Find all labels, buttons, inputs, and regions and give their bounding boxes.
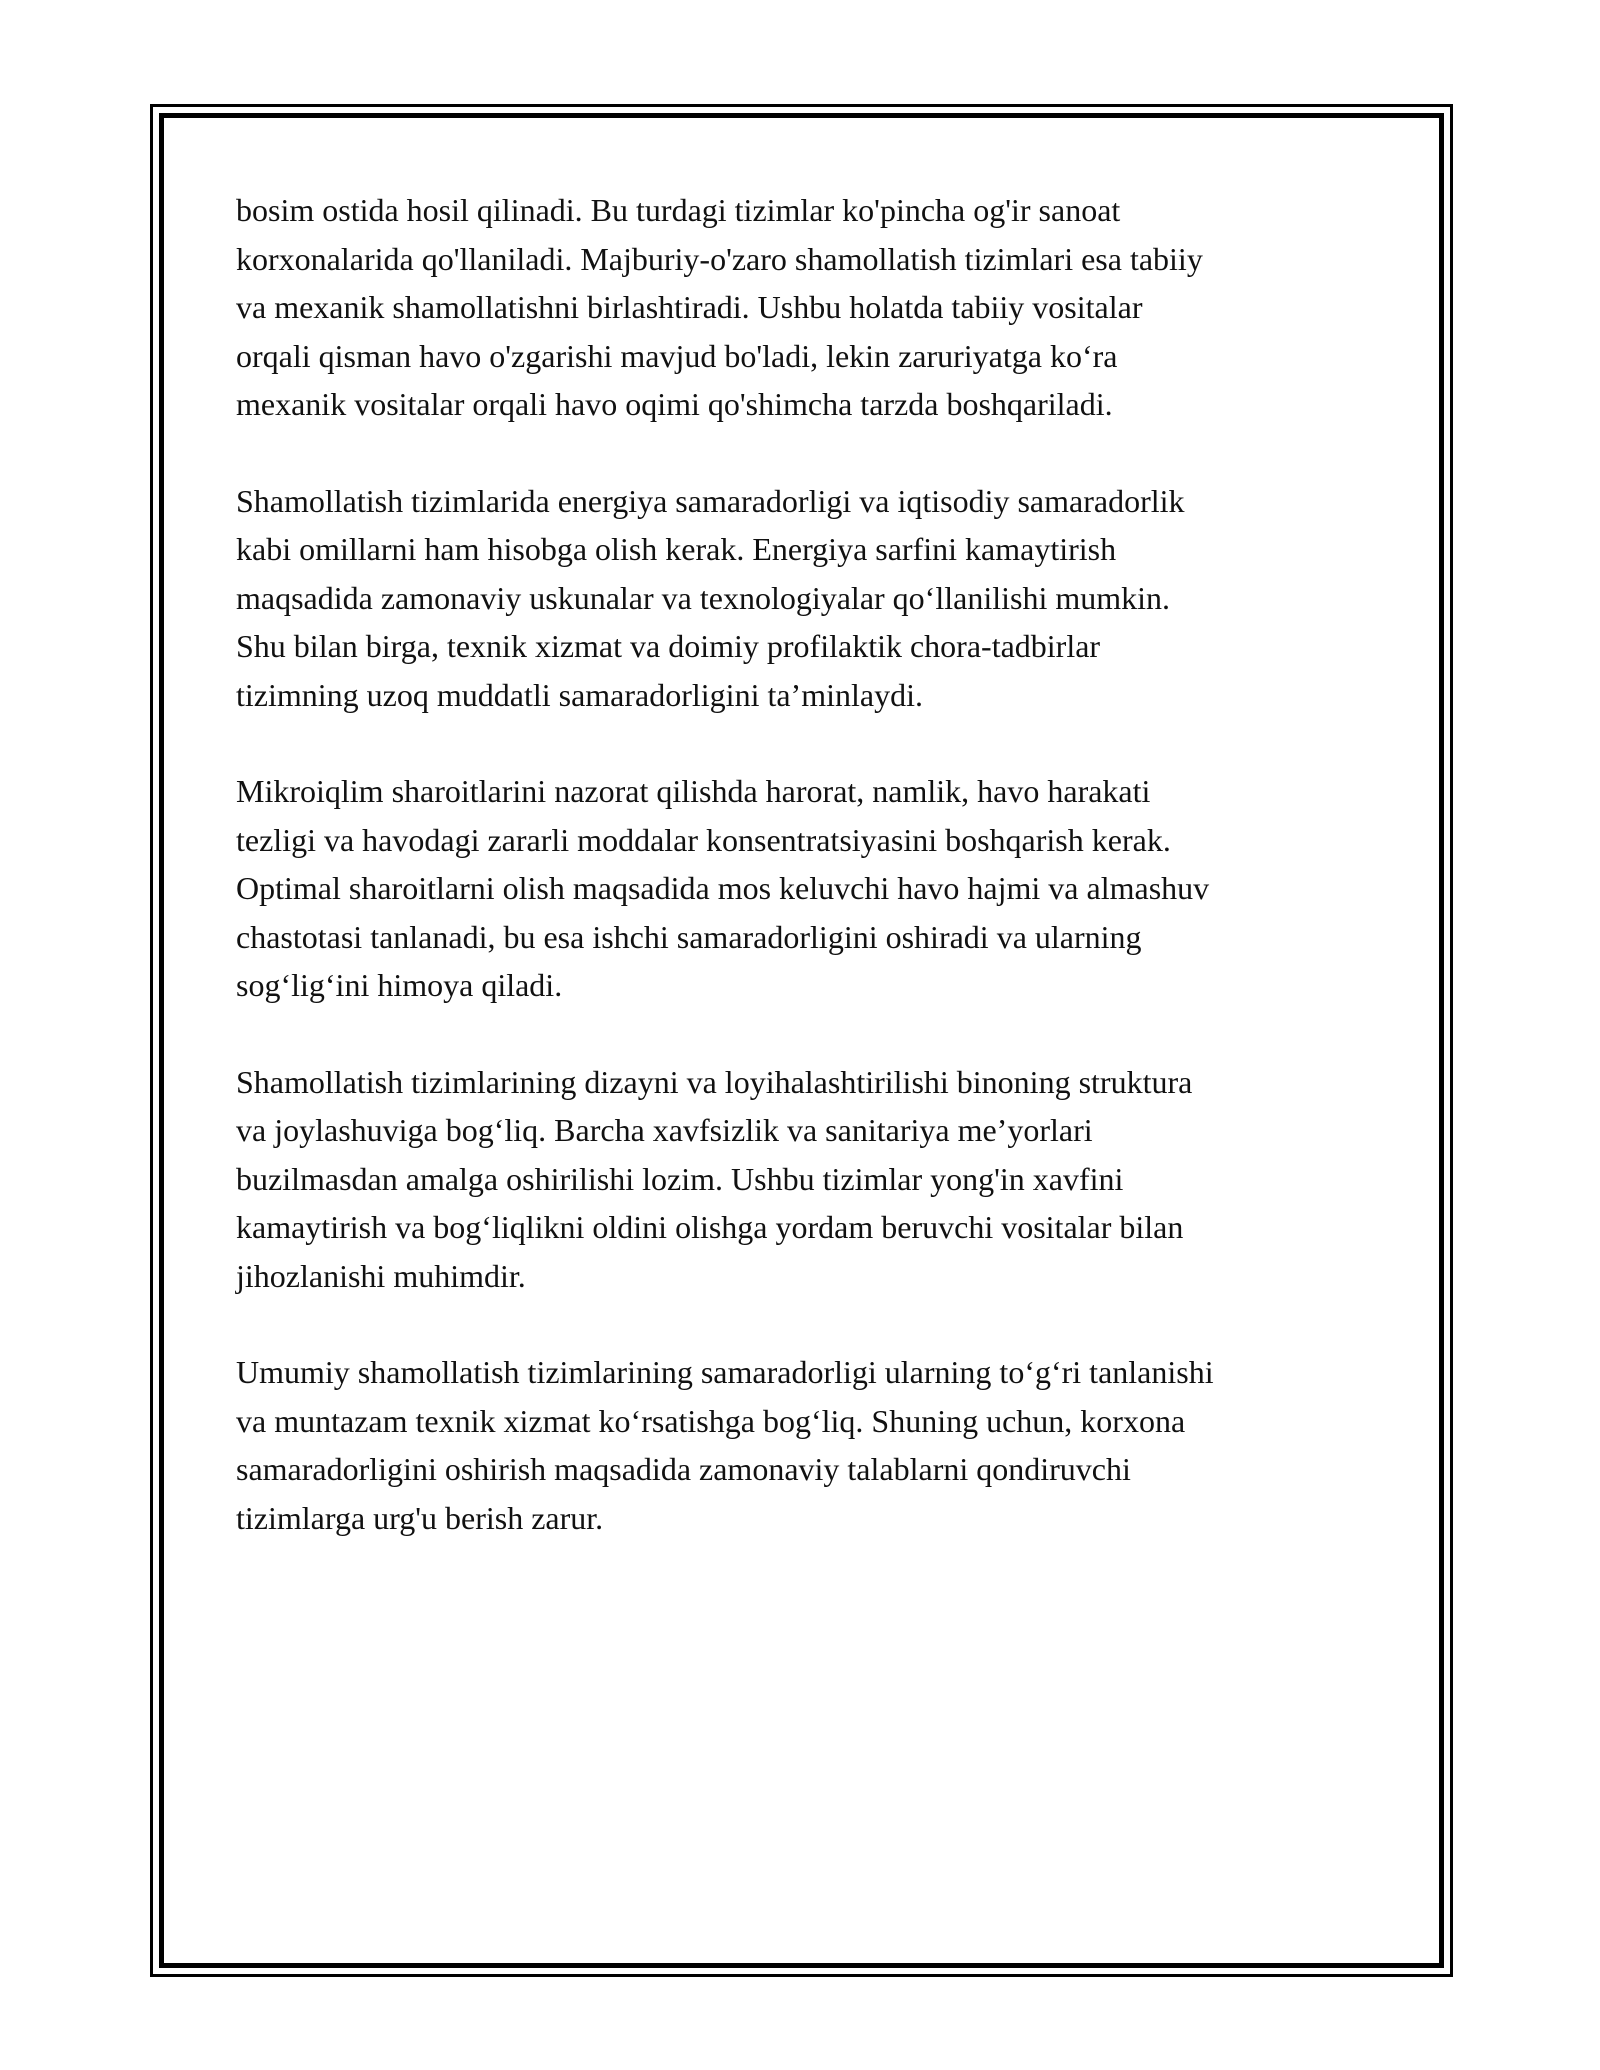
text-line: jihozlanishi muhimdir. <box>236 1257 526 1294</box>
text-line: korxonalarida qo'llaniladi. Majburiy-o'zaro shamollatish tizimlari esa tabiiy <box>236 240 1203 277</box>
paragraph <box>236 477 1366 720</box>
text-line: kamaytirish va bog‘liqlikni oldini olishga yordam beruvchi vositalar bilan <box>236 1209 1184 1245</box>
text-line: mexanik vositalar orqali havo oqimi qo'shimcha tarzda boshqariladi. <box>236 386 1113 422</box>
text-line: Umumiy shamollatish tizimlarining samaradorligi ularning to‘g‘ri tanlanishi <box>236 1354 1214 1390</box>
text-line: Optimal sharoitlarni olish maqsadida mos keluvchi havo hajmi va almashuv <box>236 870 1210 906</box>
paragraph <box>236 186 1366 429</box>
text-line: va mexanik shamollatishni birlashtiradi. Ushbu holatda tabiiy vositalar <box>236 289 1143 325</box>
text-line: Mikroiqlim sharoitlarini nazorat qilishda harorat, namlik, havo harakati <box>236 773 1151 809</box>
text-line: Shamollatish tizimlarining dizayni va loyihalashtirilishi binoning struktura <box>236 1063 1193 1100</box>
paragraph <box>236 1058 1366 1301</box>
text-line: samaradorligini oshirish maqsadida zamonaviy talablarni qondiruvchi <box>236 1451 1131 1487</box>
text-line: chastotasi tanlanadi, bu esa ishchi samaradorligini oshiradi va ularning <box>236 918 1142 955</box>
text-line: bosim ostida hosil qilinadi. Bu turdagi tizimlar ko'pincha og'ir sanoat <box>236 192 1121 228</box>
text-line: kabi omillarni ham hisobga olish kerak. Energiya sarfini kamaytirish <box>236 531 1117 567</box>
text-line: buzilmasdan amalga oshirilishi lozim. Ushbu tizimlar yong'in xavfini <box>236 1160 1124 1197</box>
text-line: tezligi va havodagi zararli moddalar konsentratsiyasini boshqarish kerak. <box>236 821 1171 858</box>
text-line: tizimlarga urg'u berish zarur. <box>236 1499 604 1536</box>
text-line: Shamollatish tizimlarida energiya samaradorligi va iqtisodiy samaradorlik <box>236 482 1185 519</box>
text-line: maqsadida zamonaviy uskunalar va texnologiyalar qo‘llanilishi mumkin. <box>236 579 1170 616</box>
text-line: tizimning uzoq muddatli samaradorligini ta’minlaydi. <box>236 676 923 713</box>
document-body <box>236 186 1366 1590</box>
text-line: orqali qisman havo o'zgarishi mavjud bo'ladi, lekin zaruriyatga ko‘ra <box>236 337 1118 374</box>
text-line: va joylashuviga bog‘liq. Barcha xavfsizlik va sanitariya me’yorlari <box>236 1112 1093 1148</box>
paragraph <box>236 767 1366 1010</box>
text-line: sog‘lig‘ini himoya qiladi. <box>236 967 563 1003</box>
paragraph <box>236 1348 1366 1542</box>
text-line: va muntazam texnik xizmat ko‘rsatishga bog‘liq. Shuning uchun, korxona <box>236 1402 1186 1439</box>
text-line: Shu bilan birga, texnik xizmat va doimiy profilaktik chora-tadbirlar <box>236 628 1101 664</box>
